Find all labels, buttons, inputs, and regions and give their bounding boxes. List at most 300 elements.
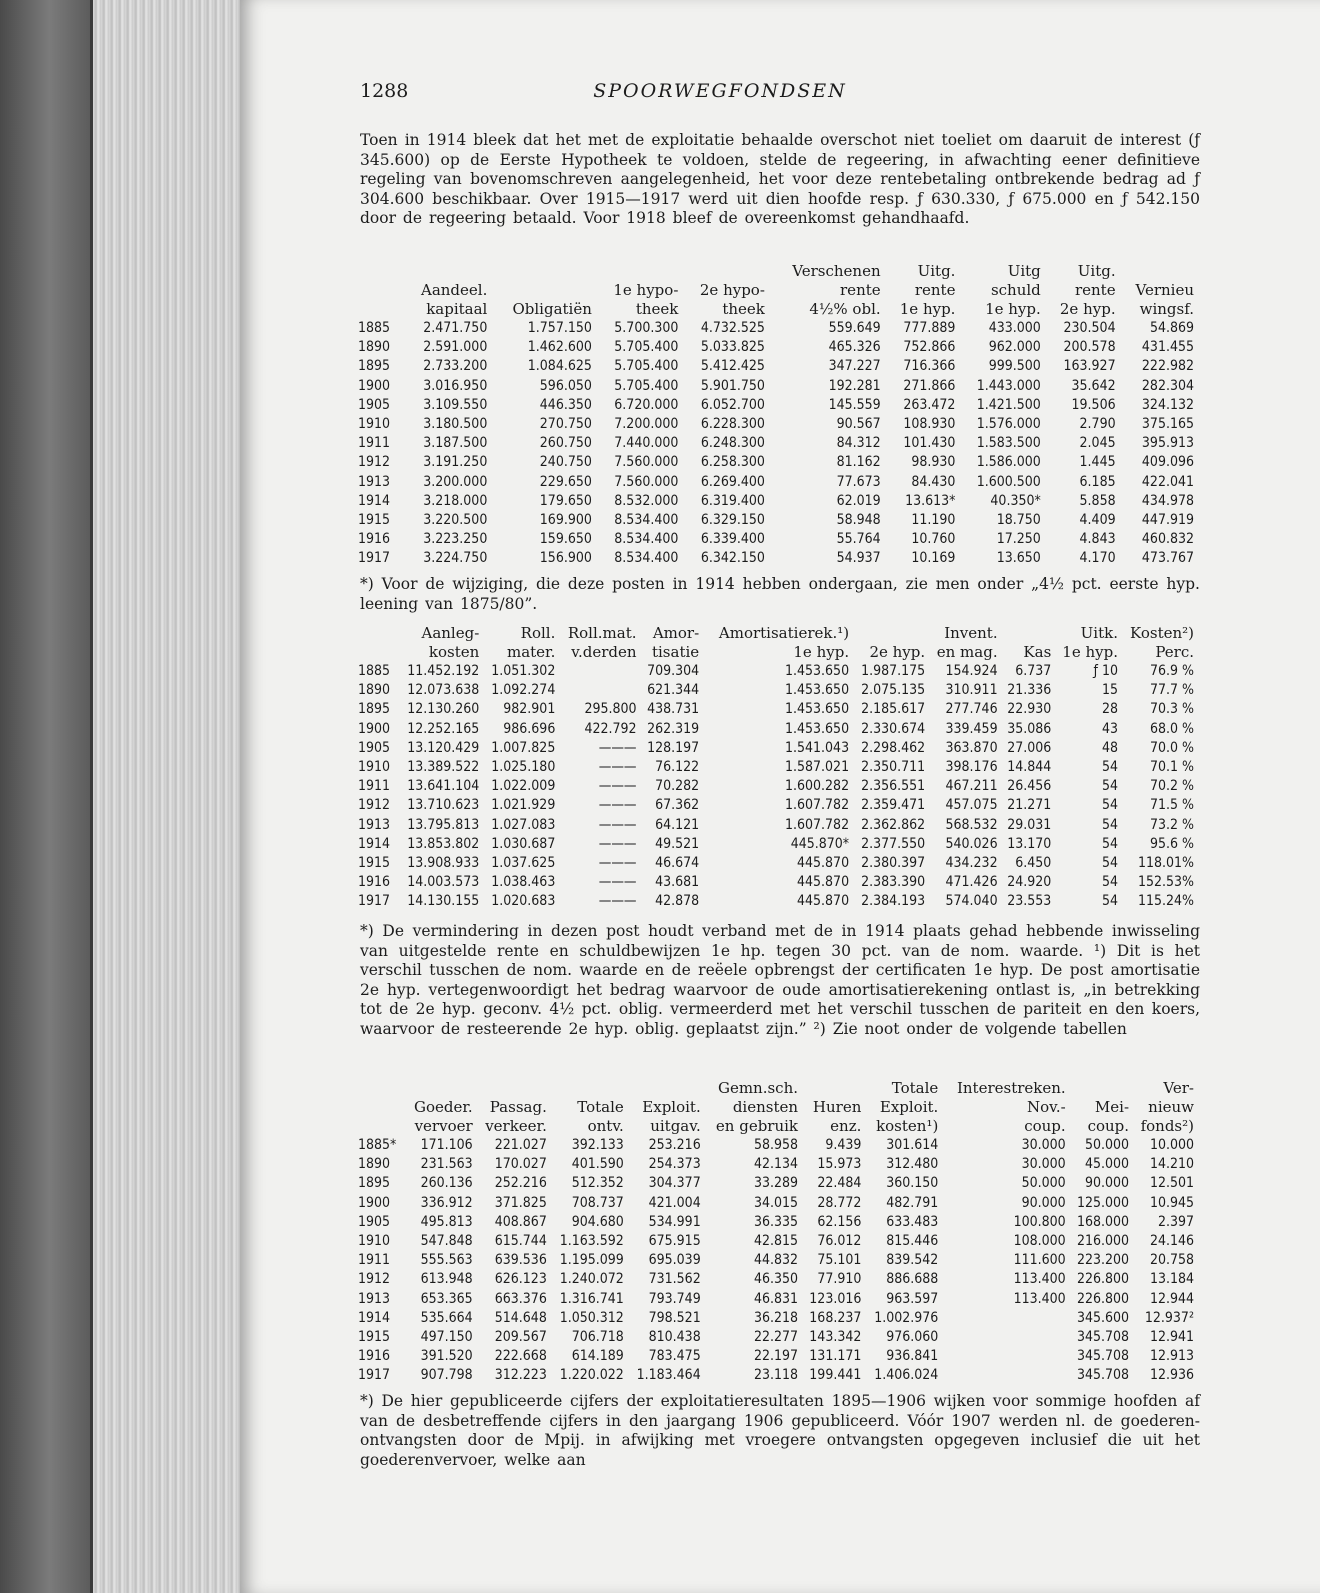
column-header: kosten¹) — [876, 1117, 939, 1135]
table-cell: 1.443.000 — [976, 377, 1041, 394]
table-row — [356, 1328, 1196, 1347]
book-spine — [0, 0, 90, 1593]
table-cell: 621.344 — [647, 682, 700, 699]
table-cell: 128.197 — [647, 739, 700, 756]
table-cell: 401.590 — [571, 1156, 624, 1173]
column-header — [404, 1079, 475, 1098]
column-header: Vernieu — [1135, 281, 1194, 299]
table-cell: 976.060 — [886, 1329, 939, 1346]
table-cell: 13.184 — [1149, 1271, 1194, 1288]
table-cell: 999.500 — [988, 358, 1041, 375]
table-cell: 11.190 — [911, 512, 956, 529]
table-cell: 5.901.750 — [700, 377, 765, 394]
table-cell: 10.760 — [911, 531, 956, 548]
table-cell: 3.016.950 — [423, 377, 488, 394]
year-cell: 1912 — [358, 797, 391, 814]
column-header: Amor- — [652, 624, 700, 642]
table-cell: ƒ 10 — [1093, 663, 1118, 679]
table-cell: 240.750 — [539, 454, 592, 471]
table-cell: 982.901 — [503, 701, 556, 718]
column-header — [680, 262, 767, 281]
table-cell: 70.282 — [655, 778, 700, 795]
table-cell: 1.600.282 — [785, 778, 850, 795]
table-cell: 171.106 — [420, 1137, 473, 1153]
year-cell: 1895 — [358, 358, 391, 375]
note-table-3: *) De hier gepubliceerde cijfers der exploitatieresultaten 1895—1906 wijken voor sommige hoofden af van de desbetreffende cijfers in den jaargang 1906 gepubliceerd. Vóór 1907 werden nl. de goederen-ontvangsten door de Mpij. in afwijking met vroegere ontvangsten opgegeven inclusief die uit het goederenvervoer, welke aan — [360, 1392, 1200, 1469]
table-cell: 398.176 — [945, 759, 998, 776]
table-cell: 76.9 % — [1149, 663, 1194, 679]
table-cell: 1.021.929 — [491, 797, 556, 814]
table-cell: 14.844 — [1007, 759, 1052, 776]
table-row — [356, 739, 1196, 758]
table-cell: 84.430 — [911, 473, 956, 490]
table-cell: 752.866 — [903, 339, 956, 356]
table-cell: 6.248.300 — [700, 435, 765, 452]
table-aanlegkosten — [356, 624, 1196, 912]
table-cell: 154.924 — [945, 663, 998, 679]
table-cell — [940, 1347, 1067, 1366]
table-row — [356, 549, 1196, 568]
column-header: Roll.mat. — [567, 624, 637, 642]
table-cell: 5.700.300 — [614, 320, 679, 336]
column-header: coup. — [1024, 1117, 1066, 1135]
table-cell: 13.389.522 — [407, 759, 480, 776]
table-cell: 904.680 — [571, 1213, 624, 1230]
table-cell: 2.356.551 — [861, 778, 926, 795]
table-cell: 839.542 — [886, 1252, 939, 1269]
note-table-2: *) De vermindering in dezen post houdt verband met de in 1914 plaats gehad hebbende inwisseling van uitgestelde rente en schuldbewijzen 1e hp. tegen 30 pct. van de nom. waarde. ¹) Dit is het verschil tusschen de nom. waarde en de reëele opbrengst der certificaten 1e hyp. De post amortisatie 2e hyp. vertegenwoordigt het bedrag waarvoor de oude amortisatierekening ontlast is, „in betrekking tot de 2e hyp. geconv. 4½ pct. oblig. vermeerderd met het verschil tusschen de pariteit en den koers, waarvoor de resteerende 2e hyp. oblig. geplaatst zijn.” ²) Zie noot onder de volgende tabellen — [360, 922, 1200, 1038]
table-cell: 101.430 — [903, 435, 956, 452]
table-cell: 36.335 — [753, 1213, 799, 1230]
table-cell: 3.218.000 — [423, 492, 488, 509]
year-cell: 1890 — [358, 682, 391, 699]
table-cell: 1.453.650 — [785, 663, 850, 679]
table-cell: 20.758 — [1149, 1252, 1194, 1269]
table-cell: 1.002.976 — [874, 1309, 939, 1326]
table-cell: 90.000 — [1021, 1194, 1066, 1211]
table-cell: 123.016 — [809, 1290, 862, 1307]
table-cell: 5.412.425 — [700, 358, 765, 375]
table-cell: 77.7 % — [1149, 682, 1194, 699]
table-cell: 6.342.150 — [700, 550, 765, 567]
table-cell: 1.453.650 — [785, 720, 850, 737]
table-cell: 108.930 — [903, 416, 956, 433]
year-cell: 1885* — [358, 1137, 397, 1153]
table-cell: 90.000 — [1084, 1175, 1130, 1192]
column-header: Exploit. — [879, 1098, 939, 1116]
table-row — [356, 415, 1196, 434]
table-cell: 179.650 — [539, 492, 592, 509]
table-cell: 50.000 — [1084, 1137, 1130, 1153]
table-cell: 14.003.573 — [407, 874, 480, 891]
column-header: Totale — [891, 1079, 939, 1097]
table-cell: 339.459 — [945, 720, 998, 737]
table-cell: 98.930 — [911, 454, 956, 471]
table-cell: 222.982 — [1141, 358, 1194, 375]
column-header: vervoer — [414, 1117, 473, 1135]
column-header: coup. — [1087, 1117, 1130, 1135]
table-cell: 68.0 % — [1149, 720, 1194, 737]
column-header: 1e hyp. — [1062, 643, 1118, 661]
table-cell — [557, 662, 638, 681]
year-cell: 1917 — [358, 893, 391, 910]
table-cell: 6.319.400 — [700, 492, 765, 509]
page — [240, 0, 1320, 1593]
table-row — [356, 434, 1196, 453]
table-cell: 408.867 — [494, 1213, 547, 1230]
table-cell: 48 — [1101, 739, 1118, 756]
table-cell: 6.258.300 — [700, 454, 765, 471]
table-cell: 11.452.192 — [407, 663, 480, 679]
table-cell: 1.586.000 — [976, 454, 1041, 471]
table-cell: 1.453.650 — [785, 701, 850, 718]
year-cell: 1915 — [358, 512, 391, 529]
table-cell: 231.563 — [420, 1156, 473, 1173]
column-header — [489, 262, 594, 281]
table-cell: 709.304 — [647, 663, 700, 679]
table-cell: 3.224.750 — [423, 550, 488, 567]
table-cell: 221.027 — [494, 1137, 547, 1153]
page-number: 1288 — [360, 80, 409, 102]
table-cell: 422.792 — [584, 720, 637, 737]
table-cell: 12.944 — [1149, 1290, 1194, 1307]
table-cell: 54.869 — [1149, 320, 1194, 336]
table-cell — [940, 1309, 1067, 1328]
table-cell: 21.271 — [1007, 797, 1052, 814]
table-cell: 13.641.104 — [407, 778, 480, 795]
table-cell: 71.5 % — [1149, 797, 1194, 814]
table-cell: 254.373 — [648, 1156, 701, 1173]
table-cell: 2.045 — [1079, 435, 1116, 452]
table-cell: 10.169 — [911, 550, 956, 567]
table-cell: 626.123 — [494, 1271, 547, 1288]
table-cell: 431.455 — [1141, 339, 1194, 356]
table-cell: 8.532.000 — [614, 492, 679, 509]
table-cell: 465.326 — [828, 339, 881, 356]
table-cell — [940, 1328, 1067, 1347]
table-row — [356, 357, 1196, 376]
table-cell: 111.600 — [1013, 1252, 1066, 1269]
column-header: Passag. — [489, 1098, 547, 1116]
table-cell: 360.150 — [886, 1175, 939, 1192]
table-cell: 54 — [1101, 759, 1118, 776]
table-cell: 1.163.592 — [559, 1233, 624, 1250]
column-header: theek — [722, 300, 765, 318]
table-row — [356, 377, 1196, 396]
table-cell: 391.520 — [420, 1348, 473, 1365]
year-cell: 1913 — [358, 1290, 391, 1307]
header-row — [356, 1098, 1196, 1117]
table-cell: 555.563 — [420, 1252, 473, 1269]
year-cell: 1911 — [358, 778, 391, 795]
table-cell: 433.000 — [988, 320, 1041, 336]
table-cell: 295.800 — [584, 701, 637, 718]
table-cell: 12.936 — [1149, 1367, 1194, 1384]
table-cell: 24.146 — [1149, 1233, 1194, 1250]
table-cell: 9.439 — [825, 1137, 862, 1153]
table-cell: 7.560.000 — [614, 454, 679, 471]
table-cell: 559.649 — [828, 320, 881, 336]
table-cell: 18.750 — [996, 512, 1041, 529]
table-cell: 445.870 — [797, 893, 850, 910]
table-cell: 76.122 — [655, 759, 700, 776]
column-header: 1e hyp. — [793, 643, 850, 661]
year-cell: 1915 — [358, 1329, 391, 1346]
table-cell: ——— — [598, 893, 637, 910]
column-header: Roll. — [520, 624, 556, 642]
table-cell: 1.022.009 — [491, 778, 556, 795]
table-cell: 42.815 — [753, 1233, 799, 1250]
table-cell: 534.991 — [648, 1213, 701, 1230]
table-cell: 156.900 — [539, 550, 592, 567]
column-header: diensten — [732, 1098, 799, 1116]
table-cell: 1.007.825 — [491, 739, 556, 756]
table-cell: 2.383.390 — [861, 874, 926, 891]
table-cell: 229.650 — [539, 473, 592, 490]
table-cell: 2.591.000 — [423, 339, 488, 356]
column-header: Kosten²) — [1130, 624, 1194, 642]
year-cell: 1890 — [358, 339, 391, 356]
table-cell: 663.376 — [494, 1290, 547, 1307]
header-row — [356, 1079, 1196, 1098]
column-header — [356, 281, 401, 300]
table-cell: 13.853.802 — [407, 835, 480, 852]
table-cell: 1.037.625 — [491, 855, 556, 872]
column-header — [356, 643, 396, 662]
table-cell: 2.733.200 — [423, 358, 488, 375]
table-cell: 222.668 — [494, 1348, 547, 1365]
table-cell: 1.050.312 — [559, 1309, 624, 1326]
table-cell: 1.038.463 — [491, 874, 556, 891]
table-cell: 143.342 — [809, 1329, 862, 1346]
column-header — [549, 1079, 626, 1098]
table-cell: 395.913 — [1141, 435, 1194, 452]
table-cell: 2.790 — [1079, 416, 1116, 433]
table-cell: 1.453.650 — [785, 682, 850, 699]
table-cell: 783.475 — [648, 1348, 701, 1365]
table-cell: 1.030.687 — [491, 835, 556, 852]
table-cell: 100.800 — [1013, 1213, 1066, 1230]
table-cell: 312.480 — [886, 1156, 939, 1173]
column-header: 2e hyp. — [869, 643, 926, 661]
table-row — [356, 873, 1196, 892]
table-cell: 168.000 — [1076, 1213, 1130, 1230]
header-row — [356, 624, 1196, 643]
column-header: Mei- — [1094, 1098, 1130, 1116]
table-cell: 457.075 — [945, 797, 998, 814]
column-header — [626, 1079, 703, 1098]
table-cell: 13.120.429 — [407, 739, 480, 756]
table-cell: 392.133 — [571, 1137, 624, 1153]
table-cell: 75.101 — [817, 1252, 862, 1269]
header-row — [356, 262, 1196, 281]
table-cell: 1.462.600 — [527, 339, 592, 356]
column-header: Goeder. — [413, 1098, 473, 1116]
table-cell: 810.438 — [648, 1329, 701, 1346]
table-cell: 30.000 — [1021, 1137, 1066, 1153]
table-cell: 1.084.625 — [527, 358, 592, 375]
table-cell: 675.915 — [648, 1233, 701, 1250]
table-row — [356, 662, 1196, 681]
table-cell: 6.737 — [1015, 663, 1052, 679]
table-cell: 230.504 — [1063, 320, 1116, 336]
column-header: en mag. — [936, 643, 998, 661]
year-cell: 1900 — [358, 720, 391, 737]
table-cell: ——— — [598, 835, 637, 852]
table-cell: 815.446 — [886, 1233, 939, 1250]
table-cell: 170.027 — [494, 1156, 547, 1173]
table-cell: 54 — [1101, 778, 1118, 795]
table-row — [356, 835, 1196, 854]
column-header: uitgav. — [650, 1117, 701, 1135]
table-cell: 145.559 — [828, 396, 881, 413]
table-cell: 263.472 — [903, 396, 956, 413]
table-row — [356, 892, 1196, 911]
table-cell: ——— — [598, 816, 637, 833]
table-cell: 35.642 — [1071, 377, 1116, 394]
column-header: Ver- — [1163, 1079, 1194, 1097]
year-cell: 1916 — [358, 531, 391, 548]
year-cell: 1916 — [358, 1348, 391, 1365]
table-cell: 13.710.623 — [407, 797, 480, 814]
table-cell: 7.200.000 — [614, 416, 679, 433]
table-cell: 49.521 — [655, 835, 700, 852]
table-cell: 12.073.638 — [407, 682, 480, 699]
table-cell: 777.889 — [903, 320, 956, 336]
table-cell: 253.216 — [648, 1137, 701, 1153]
table-cell: 2.471.750 — [423, 320, 488, 336]
table-cell: 1.406.024 — [874, 1367, 939, 1384]
table-cell: 50.000 — [1021, 1175, 1066, 1192]
table-cell: 169.900 — [539, 512, 592, 529]
table-cell: 13.908.933 — [407, 855, 480, 872]
table-row — [356, 473, 1196, 492]
table-cell: ——— — [598, 874, 637, 891]
header-row — [356, 281, 1196, 300]
table-cell: 1.541.043 — [785, 739, 850, 756]
table-cell: 22.930 — [1007, 701, 1052, 718]
table-cell: 43.681 — [655, 874, 700, 891]
table-cell: 270.750 — [539, 416, 592, 433]
table-cell: 29.031 — [1007, 816, 1052, 833]
table-cell: 2.185.617 — [861, 701, 926, 718]
column-header — [356, 300, 401, 319]
table-cell: 495.813 — [420, 1213, 473, 1230]
year-cell: 1912 — [358, 454, 391, 471]
table-cell: 13.650 — [996, 550, 1041, 567]
table-cell: 13.170 — [1007, 835, 1052, 852]
table-cell: 706.718 — [571, 1329, 624, 1346]
table-cell: 5.705.400 — [614, 377, 679, 394]
table-cell: 5.858 — [1079, 492, 1116, 509]
year-cell: 1885 — [358, 663, 391, 679]
table-cell: 81.162 — [836, 454, 881, 471]
table-cell: 2.298.462 — [861, 739, 926, 756]
table-cell: 1.183.464 — [636, 1367, 701, 1384]
table-cell: 6.339.400 — [700, 531, 765, 548]
table-cell — [557, 681, 638, 700]
table-row — [356, 396, 1196, 415]
table-row — [356, 777, 1196, 796]
page-title: SPOORWEGFONDSEN — [593, 80, 847, 102]
table-row — [356, 319, 1196, 338]
table-cell: 118.01% — [1137, 855, 1194, 872]
header-row — [356, 643, 1196, 662]
table-cell: 54.937 — [836, 550, 881, 567]
table-cell: 26.456 — [1007, 778, 1052, 795]
table-cell: 5.033.825 — [700, 339, 765, 356]
column-header: mater. — [506, 643, 556, 661]
table-cell: 1.576.000 — [976, 416, 1041, 433]
table-cell: 252.216 — [494, 1175, 547, 1192]
table-cell: 125.000 — [1076, 1194, 1130, 1211]
table-cell: 1.445 — [1079, 454, 1116, 471]
table-cell: 512.352 — [571, 1175, 624, 1192]
table-row — [356, 1136, 1196, 1155]
column-header — [800, 1079, 863, 1098]
table-cell: 793.749 — [648, 1290, 701, 1307]
table-cell: ——— — [598, 855, 637, 872]
column-header: theek — [635, 300, 679, 318]
table-cell: 277.746 — [945, 701, 998, 718]
table-cell: 54 — [1101, 816, 1118, 833]
table-cell: 3.187.500 — [423, 435, 488, 452]
table-cell: 962.000 — [988, 339, 1041, 356]
table-cell: 58.948 — [836, 512, 881, 529]
table-cell: 28.772 — [817, 1194, 862, 1211]
year-cell: 1914 — [358, 835, 391, 852]
column-header — [356, 624, 396, 643]
table-cell: 200.578 — [1063, 339, 1116, 356]
table-row — [356, 796, 1196, 815]
table-cell: ——— — [598, 778, 637, 795]
table-cell: 168.237 — [809, 1309, 862, 1326]
table-cell: 1.607.782 — [785, 816, 850, 833]
table-cell: 115.24% — [1137, 893, 1194, 910]
table-cell: 446.350 — [539, 396, 592, 413]
table-cell: 17.250 — [996, 531, 1041, 548]
table-cell: 2.384.193 — [861, 893, 926, 910]
table-cell: 731.562 — [648, 1271, 701, 1288]
table-cell: 42.134 — [753, 1156, 799, 1173]
table-cell: 2.075.135 — [861, 682, 926, 699]
table-cell: 192.281 — [828, 377, 881, 394]
table-cell: 262.319 — [647, 720, 700, 737]
table-cell: ——— — [598, 797, 637, 814]
table-cell: 55.764 — [836, 531, 881, 548]
table-cell: 1.757.150 — [527, 320, 592, 336]
table-cell: 6.329.150 — [700, 512, 765, 529]
table-cell: 58.958 — [753, 1137, 799, 1153]
table-cell: 471.426 — [945, 874, 998, 891]
table-cell: ——— — [598, 739, 637, 756]
table-cell: 19.506 — [1071, 396, 1116, 413]
table-cell: 986.696 — [503, 720, 556, 737]
table-cell: 445.870* — [790, 835, 850, 852]
table-cell: 30.000 — [1021, 1156, 1066, 1173]
column-header — [1000, 624, 1054, 643]
year-cell: 1905 — [358, 739, 391, 756]
table-cell: 36.218 — [753, 1309, 799, 1326]
table-cell: 445.870 — [797, 855, 850, 872]
year-cell: 1914 — [358, 1309, 391, 1326]
table-cell: 310.911 — [945, 682, 998, 699]
table-row — [356, 816, 1196, 835]
table-cell: 1.220.022 — [559, 1367, 624, 1384]
table-cell: 131.171 — [809, 1348, 862, 1365]
table-cell: 3.200.000 — [423, 473, 488, 490]
table-cell: 2.362.862 — [861, 816, 926, 833]
